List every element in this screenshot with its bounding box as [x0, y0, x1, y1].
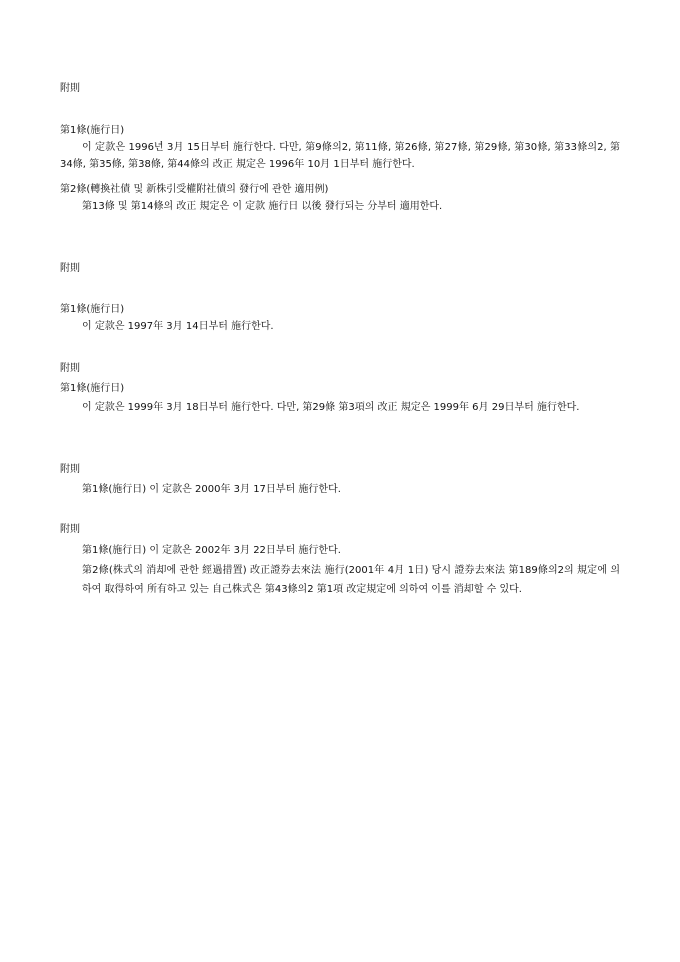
section-5-article-2: 第2條(株式의 消却에 관한 經過措置) 改正證券去來法 施行(2001年 4月 1日) 당시 證券去來法 第189條의2의 規定에 의하여 取得하여 所有하고 있는 自己株式은 第43條의2 第1項 改定規定에 의하여 이를 消却할 수 있다.	[82, 565, 620, 595]
section-5-article-1: 第1條(施行日) 이 定款은 2002年 3月 22日부터 施行한다.	[82, 545, 341, 556]
section-1-article-2-body: 第13條 및 第14條의 改正 規定은 이 定款 施行日 以後 發行되는 分부터 適用한다.	[82, 201, 443, 212]
section-1-article-1-body: 이 定款은 1996년 3月 15日부터 施行한다. 다만, 第9條의2, 第11條, 第26條, 第27條, 第29條, 第30條, 第33條의2, 第34條, 第35條, 第38條, 第44條의 改正 規定은 1996年 10月 1日부터 施行한다.	[60, 142, 620, 170]
section-2-heading: 附則	[60, 263, 80, 274]
section-1-heading: 附則	[60, 83, 80, 94]
section-3-heading: 附則	[60, 363, 80, 374]
section-3-article-1-body: 이 定款은 1999年 3月 18日부터 施行한다. 다만, 第29條 第3項의 改正 規定은 1999年 6月 29日부터 施行한다.	[82, 402, 580, 413]
section-4-heading: 附則	[60, 464, 80, 475]
section-2-article-1-body: 이 定款은 1997年 3月 14日부터 施行한다.	[82, 321, 274, 332]
section-1-article-1-title: 第1條(施行日)	[60, 125, 125, 136]
section-3-article-1-title: 第1條(施行日)	[60, 383, 125, 394]
section-1-article-2-title: 第2條(轉換社債 및 新株引受權附社債의 發行에 관한 適用例)	[60, 184, 329, 195]
section-4-article-1: 第1條(施行日) 이 定款은 2000年 3月 17日부터 施行한다.	[82, 484, 341, 495]
section-5-heading: 附則	[60, 524, 80, 535]
section-2-article-1-title: 第1條(施行日)	[60, 304, 125, 315]
